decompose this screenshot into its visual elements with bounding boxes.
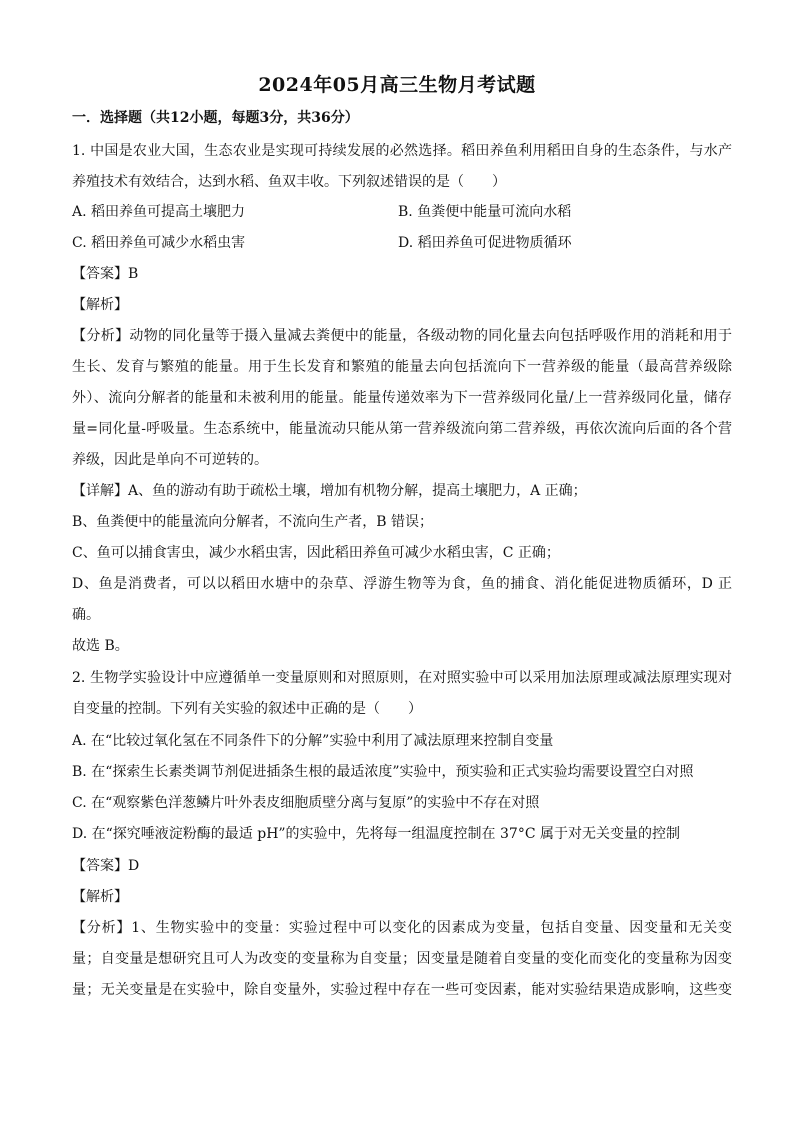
- q1-option-b: B. 鱼粪便中能量可流向水稻: [398, 204, 572, 220]
- q1-option-d: D. 稻田养鱼可促进物质循环: [398, 235, 572, 251]
- q1-detail-line-1: 【详解】A、鱼的游动有助于疏松土壤，增加有机物分解，提高土壤肥力，A 正确；: [72, 483, 587, 499]
- q2-option-d: D. 在“探究唾液淀粉酶的最适 pH”的实验中，先将每一组温度控制在 37°C 属于对无关变量的控制: [72, 826, 680, 842]
- q1-analysis-line-2: 生长、发育与繁殖的能量。用于生长发育和繁殖的能量去向包括流向下一营养级的能量（最高营养级除: [72, 359, 732, 375]
- q1-detail-line-2: B、鱼粪便中的能量流向分解者，不流向生产者，B 错误；: [72, 514, 434, 530]
- q2-analysis-label: 【解析】: [72, 889, 128, 905]
- q1-analysis-label: 【解析】: [72, 297, 128, 313]
- q1-detail-line-6: 故选 B。: [72, 638, 129, 654]
- q1-analysis-line-5: 养级，因此是单向不可逆转的。: [72, 452, 268, 468]
- q1-option-c: C. 稻田养鱼可减少水稻虫害: [72, 235, 246, 251]
- page-title: 2024年05月高三生物月考试题: [258, 74, 536, 96]
- q2-answer: 【答案】D: [72, 858, 140, 874]
- q1-stem-line-2: 养殖技术有效结合，达到水稻、鱼双丰收。下列叙述错误的是（ ）: [72, 174, 506, 190]
- q2-option-c: C. 在“观察紫色洋葱鳞片叶外表皮细胞质壁分离与复原”的实验中不存在对照: [72, 795, 540, 811]
- q1-option-a: A. 稻田养鱼可提高土壤肥力: [72, 204, 246, 220]
- q1-analysis-line-3: 外）、流向分解者的能量和未被利用的能量。能量传递效率为下一营养级同化量/上一营养级同化量，储存: [72, 390, 732, 406]
- q1-detail-line-3: C、鱼可以捕食害虫，减少水稻虫害，因此稻田养鱼可减少水稻虫害，C 正确；: [72, 545, 560, 561]
- q1-answer: 【答案】B: [72, 266, 139, 282]
- q1-detail-line-5: 确。: [72, 607, 100, 623]
- q2-option-a: A. 在“比较过氧化氢在不同条件下的分解”实验中利用了减法原理来控制自变量: [72, 733, 554, 749]
- q2-option-b: B. 在“探索生长素类调节剂促进插条生根的最适浓度”实验中，预实验和正式实验均需要设置空白对照: [72, 764, 694, 780]
- section-heading: 一．选择题（共12小题，每题3分，共36分）: [72, 110, 359, 126]
- q2-stem-line-1: 2. 生物学实验设计中应遵循单一变量原则和对照原则，在对照实验中可以采用加法原理或减法原理实现对: [72, 670, 732, 686]
- q2-analysis-line-3: 量；无关变量是在实验中，除自变量外，实验过程中存在一些可变因素，能对实验结果造成影响，这些变: [72, 982, 732, 998]
- q1-analysis-line-1: 【分析】动物的同化量等于摄入量减去粪便中的能量，各级动物的同化量去向包括呼吸作用的消耗和用于: [72, 328, 732, 344]
- q1-detail-line-4: D、鱼是消费者，可以以稻田水塘中的杂草、浮游生物等为食，鱼的捕食、消化能促进物质循环，D 正: [72, 576, 732, 592]
- q2-analysis-line-2: 量；自变量是想研究且可人为改变的变量称为自变量；因变量是随着自变量的变化而变化的变量称为因变: [72, 951, 732, 967]
- q1-analysis-line-4: 量=同化量-呼吸量。生态系统中，能量流动只能从第一营养级流向第二营养级，再依次流向后面的各个营: [72, 421, 732, 437]
- q1-stem-line-1: 1. 中国是农业大国，生态农业是实现可持续发展的必然选择。稻田养鱼利用稻田自身的生态条件，与水产: [72, 143, 732, 159]
- q2-stem-line-2: 自变量的控制。下列有关实验的叙述中正确的是（ ）: [72, 701, 422, 717]
- q2-analysis-line-1: 【分析】1、生物实验中的变量：实验过程中可以变化的因素成为变量，包括自变量、因变量和无关变: [72, 920, 732, 936]
